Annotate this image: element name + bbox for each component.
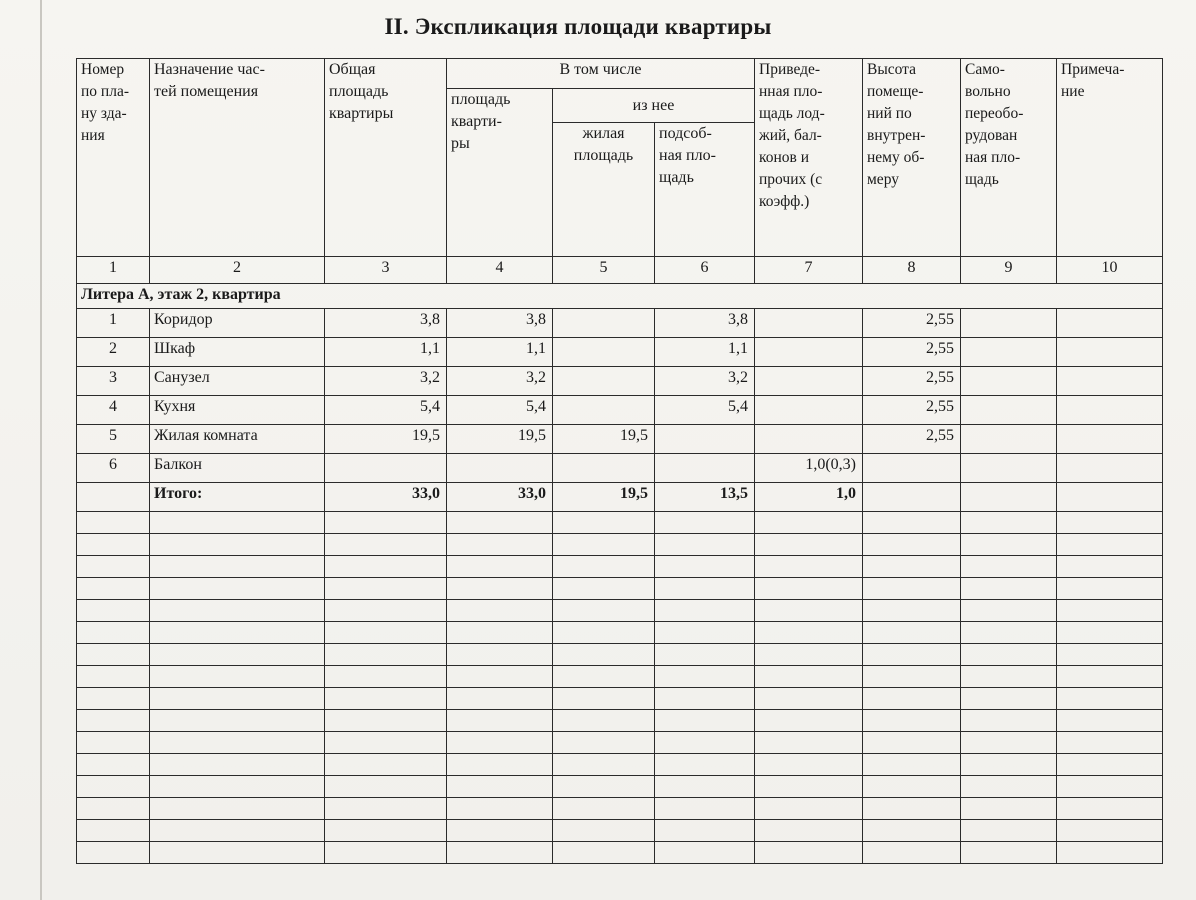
empty-table-row [77, 622, 1163, 644]
header-auxiliary-area: подсоб- ная пло- щадь [655, 123, 755, 257]
table-row [77, 396, 1163, 425]
apartment-area-sum: 33,0 [447, 483, 553, 512]
living-area-value [553, 367, 655, 396]
column-number: 6 [655, 257, 755, 284]
table-row [77, 309, 1163, 338]
apartment-area-value [447, 454, 553, 483]
room-number: 1 [77, 309, 150, 338]
total-area-value: 3,2 [325, 367, 447, 396]
total-row [77, 483, 1163, 512]
height-value: 2,55 [863, 396, 961, 425]
column-number: 3 [325, 257, 447, 284]
empty-table-row [77, 688, 1163, 710]
explication-table [76, 58, 1163, 864]
auxiliary-area-value [655, 425, 755, 454]
reduced-area-value [755, 425, 863, 454]
total-number-cell [77, 483, 150, 512]
empty-table-row [77, 578, 1163, 600]
auxiliary-area-value: 3,8 [655, 309, 755, 338]
empty-table-row [77, 754, 1163, 776]
total-area-sum: 33,0 [325, 483, 447, 512]
total-area-value: 19,5 [325, 425, 447, 454]
living-area-value [553, 454, 655, 483]
room-name: Кухня [150, 396, 325, 425]
height-value: 2,55 [863, 309, 961, 338]
total-area-value: 1,1 [325, 338, 447, 367]
reduced-area-value [755, 338, 863, 367]
empty-table-row [77, 534, 1163, 556]
header-living-area: жилая площадь [553, 123, 655, 257]
living-area-value [553, 309, 655, 338]
note-value [1057, 367, 1163, 396]
apartment-area-value: 19,5 [447, 425, 553, 454]
empty-table-row [77, 842, 1163, 864]
room-number: 4 [77, 396, 150, 425]
unauthorized-area-value [961, 396, 1057, 425]
column-number: 8 [863, 257, 961, 284]
document-title: II. Экспликация площади квартиры [384, 14, 772, 39]
empty-table-row [77, 512, 1163, 534]
table-row [77, 367, 1163, 396]
unauthorized-area-value [961, 309, 1057, 338]
empty-rows [77, 512, 1163, 864]
empty-table-row [77, 798, 1163, 820]
note-value [1057, 425, 1163, 454]
living-area-value: 19,5 [553, 425, 655, 454]
table-row [77, 454, 1163, 483]
header-plan-number: Номер по пла- ну зда- ния [77, 59, 150, 257]
empty-table-row [77, 820, 1163, 842]
height-value: 2,55 [863, 367, 961, 396]
header-note: Примеча- ние [1057, 59, 1163, 257]
auxiliary-area-value: 5,4 [655, 396, 755, 425]
header-total-area: Общая площадь квартиры [325, 59, 447, 257]
auxiliary-area-value: 1,1 [655, 338, 755, 367]
total-area-value: 5,4 [325, 396, 447, 425]
living-area-value [553, 396, 655, 425]
auxiliary-area-value: 3,2 [655, 367, 755, 396]
column-number: 2 [150, 257, 325, 284]
height-value [863, 454, 961, 483]
header-unauthorized-area: Само- вольно переобо- рудован ная пло- щадь [961, 59, 1057, 257]
note-value [1057, 396, 1163, 425]
empty-table-row [77, 644, 1163, 666]
reduced-area-value [755, 367, 863, 396]
apartment-area-value: 5,4 [447, 396, 553, 425]
page-edge [40, 0, 42, 900]
column-number: 10 [1057, 257, 1163, 284]
room-name: Коридор [150, 309, 325, 338]
auxiliary-area-sum: 13,5 [655, 483, 755, 512]
room-number: 3 [77, 367, 150, 396]
apartment-area-value: 1,1 [447, 338, 553, 367]
empty-table-row [77, 776, 1163, 798]
room-number: 6 [77, 454, 150, 483]
column-number: 5 [553, 257, 655, 284]
room-name: Балкон [150, 454, 325, 483]
room-name: Шкаф [150, 338, 325, 367]
column-number: 9 [961, 257, 1057, 284]
column-number: 1 [77, 257, 150, 284]
header-including: В том числе [447, 59, 755, 89]
note-value [1057, 309, 1163, 338]
note-value [1057, 454, 1163, 483]
auxiliary-area-value [655, 454, 755, 483]
apartment-area-value: 3,2 [447, 367, 553, 396]
unauthorized-area-value [961, 454, 1057, 483]
header-reduced-area: Приведе- нная пло- щадь лод- жий, бал- конов и прочих (с коэфф.) [755, 59, 863, 257]
reduced-area-value [755, 396, 863, 425]
room-number: 5 [77, 425, 150, 454]
empty-table-row [77, 732, 1163, 754]
note-value [1057, 338, 1163, 367]
total-label: Итого: [150, 483, 325, 512]
unauthorized-area-value [961, 425, 1057, 454]
room-number: 2 [77, 338, 150, 367]
living-area-value [553, 338, 655, 367]
empty-table-row [77, 710, 1163, 732]
header-apartment-area: площадь кварти- ры [447, 89, 553, 257]
header-height: Высота помеще- ний по внутрен- нему об- меру [863, 59, 961, 257]
reduced-area-value [755, 309, 863, 338]
room-name: Жилая комната [150, 425, 325, 454]
unauthorized-area-value [961, 338, 1057, 367]
header-purpose: Назначение час- тей помещения [150, 59, 325, 257]
apartment-area-value: 3,8 [447, 309, 553, 338]
table-row [77, 425, 1163, 454]
room-name: Санузел [150, 367, 325, 396]
table-row [77, 338, 1163, 367]
reduced-area-value: 1,0(0,3) [755, 454, 863, 483]
reduced-area-sum: 1,0 [755, 483, 863, 512]
total-area-value: 3,8 [325, 309, 447, 338]
column-number: 7 [755, 257, 863, 284]
empty-table-row [77, 600, 1163, 622]
header-of-which: из нее [553, 89, 755, 123]
column-number: 4 [447, 257, 553, 284]
total-area-value [325, 454, 447, 483]
living-area-sum: 19,5 [553, 483, 655, 512]
height-value: 2,55 [863, 425, 961, 454]
empty-table-row [77, 666, 1163, 688]
unauthorized-area-value [961, 367, 1057, 396]
section-heading: Литера А, этаж 2, квартира [77, 284, 1163, 309]
height-value: 2,55 [863, 338, 961, 367]
empty-table-row [77, 556, 1163, 578]
